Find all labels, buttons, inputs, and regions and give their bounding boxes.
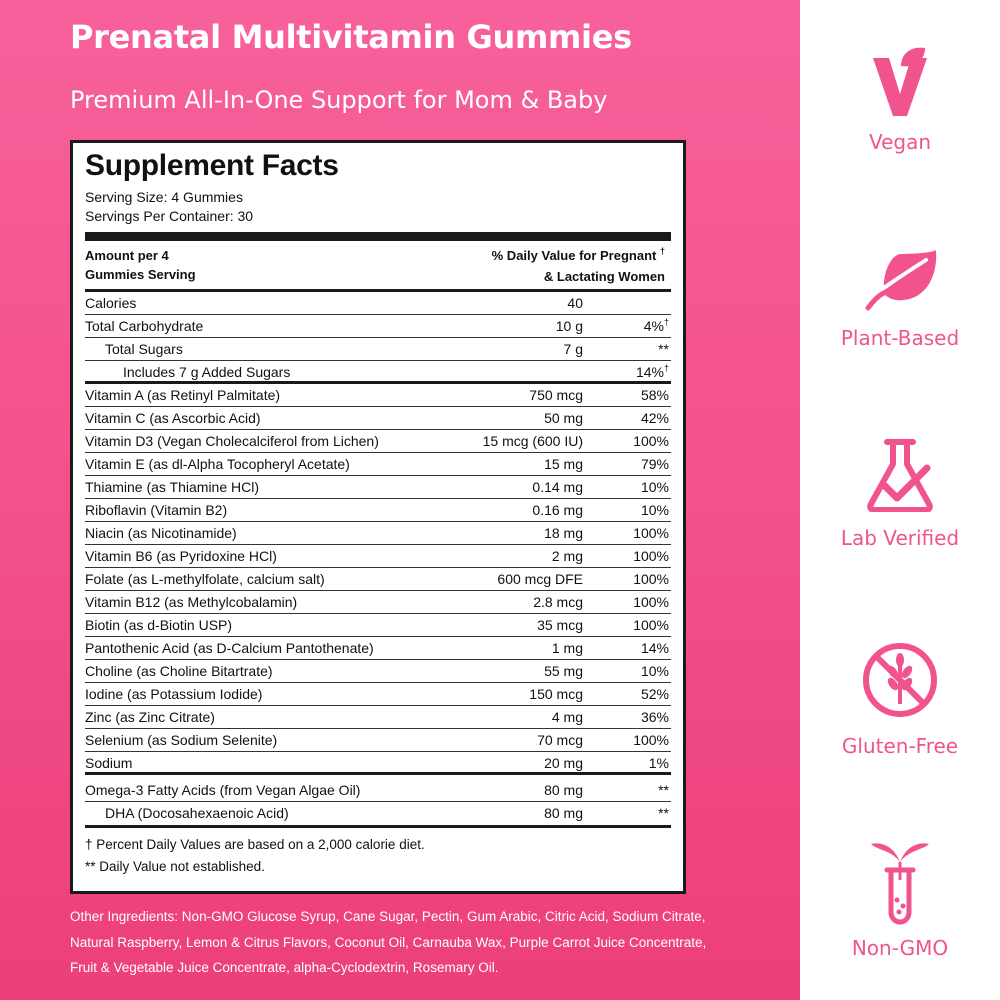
supplement-facts-panel <box>70 140 686 894</box>
footnotes <box>85 834 671 878</box>
facts-column-header <box>85 241 671 289</box>
badge-lab-verified <box>800 438 1000 550</box>
ingredients-line: Fruit & Vegetable Juice Concentrate, alpha-Cyclodextrin, Rosemary Oil. <box>70 960 499 975</box>
table-row: Vitamin B12 (as Methylcobalamin) 2.8 mcg 100% <box>85 591 671 614</box>
table-row: DHA (Docosahexaenoic Acid) 80 mg ** <box>85 802 671 828</box>
badge-label: Non-GMO <box>851 936 949 960</box>
serving-size: Serving Size: 4 Gummies <box>85 189 243 205</box>
table-row: Vitamin D3 (Vegan Cholecalciferol from Lichen) 15 mcg (600 IU) 100% <box>85 430 671 453</box>
amount-header-line-1: Amount per 4 <box>85 248 169 263</box>
amount-header-line-2: Gummies Serving <box>85 267 196 282</box>
daily-value-header-line-1: % Daily Value for Pregnant † <box>491 246 665 263</box>
badge-label: Plant-Based <box>840 326 960 350</box>
footnote-not-established: ** Daily Value not established. <box>85 859 265 874</box>
table-row: Pantothenic Acid (as D-Calcium Pantothenate) 1 mg 14% <box>85 637 671 660</box>
table-row: Zinc (as Zinc Citrate) 4 mg 36% <box>85 706 671 729</box>
daily-value-header <box>492 246 671 286</box>
test-tube-sprout-icon <box>869 840 931 926</box>
amount-header <box>85 246 196 286</box>
table-row: Iodine (as Potassium Iodide) 150 mcg 52% <box>85 683 671 706</box>
supplement-facts-title: Supplement Facts <box>85 149 339 182</box>
badge-non-gmo <box>800 840 1000 960</box>
table-row: Vitamin B6 (as Pyridoxine HCl) 2 mg 100% <box>85 545 671 568</box>
table-row: Vitamin A (as Retinyl Palmitate) 750 mcg 58% <box>85 384 671 407</box>
badge-label: Lab Verified <box>840 526 960 550</box>
table-row: Biotin (as d-Biotin USP) 35 mcg 100% <box>85 614 671 637</box>
table-row: Vitamin C (as Ascorbic Acid) 50 mg 42% <box>85 407 671 430</box>
table-row: Sodium 20 mg 1% <box>85 752 671 775</box>
table-row: Choline (as Choline Bitartrate) 55 mg 10% <box>85 660 671 683</box>
badge-gluten-free <box>800 640 1000 758</box>
table-row: Selenium (as Sodium Selenite) 70 mcg 100% <box>85 729 671 752</box>
badge-vegan <box>800 46 1000 154</box>
vegan-v-leaf-icon <box>867 46 933 122</box>
ingredients-line: Other Ingredients: Non-GMO Glucose Syrup, Cane Sugar, Pectin, Gum Arabic, Citric Acid, Sodium Citrate, <box>70 909 706 924</box>
other-ingredients <box>70 904 710 981</box>
table-row: Thiamine (as Thiamine HCl) 0.14 mg 10% <box>85 476 671 499</box>
table-row: Total Carbohydrate 10 g 4%† <box>85 315 671 338</box>
leaf-icon <box>860 248 940 312</box>
table-row: Niacin (as Nicotinamide) 18 mg 100% <box>85 522 671 545</box>
badge-label: Gluten-Free <box>841 734 959 758</box>
nutrient-table <box>85 292 671 828</box>
product-title: Prenatal Multivitamin Gummies <box>70 18 632 56</box>
flask-check-icon <box>865 438 935 512</box>
table-row: Folate (as L-methylfolate, calcium salt) 600 mcg DFE 100% <box>85 568 671 591</box>
badge-plant-based <box>800 248 1000 350</box>
table-row: Riboflavin (Vitamin B2) 0.16 mg 10% <box>85 499 671 522</box>
daily-value-header-line-2: & Lactating Women <box>543 269 665 284</box>
footnote-daily-values: † Percent Daily Values are based on a 2,000 calorie diet. <box>85 837 425 852</box>
table-row: Vitamin E (as dl-Alpha Tocopheryl Acetate) 15 mg 79% <box>85 453 671 476</box>
table-row: Omega-3 Fatty Acids (from Vegan Algae Oil) 80 mg ** <box>85 779 671 802</box>
divider-thick <box>85 232 671 241</box>
serving-info <box>85 188 671 226</box>
table-row: Total Sugars 7 g ** <box>85 338 671 361</box>
table-row: Calories 40 <box>85 292 671 315</box>
servings-per-container: Servings Per Container: 30 <box>85 208 254 224</box>
ingredients-line: Natural Raspberry, Lemon & Citrus Flavors, Coconut Oil, Carnauba Wax, Purple Carrot Juice Concentrate, <box>70 934 707 950</box>
table-row: Includes 7 g Added Sugars 14%† <box>85 361 671 384</box>
badge-label: Vegan <box>868 130 932 154</box>
no-wheat-icon <box>860 640 940 720</box>
product-subtitle: Premium All-In-One Support for Mom & Baby <box>70 86 608 114</box>
